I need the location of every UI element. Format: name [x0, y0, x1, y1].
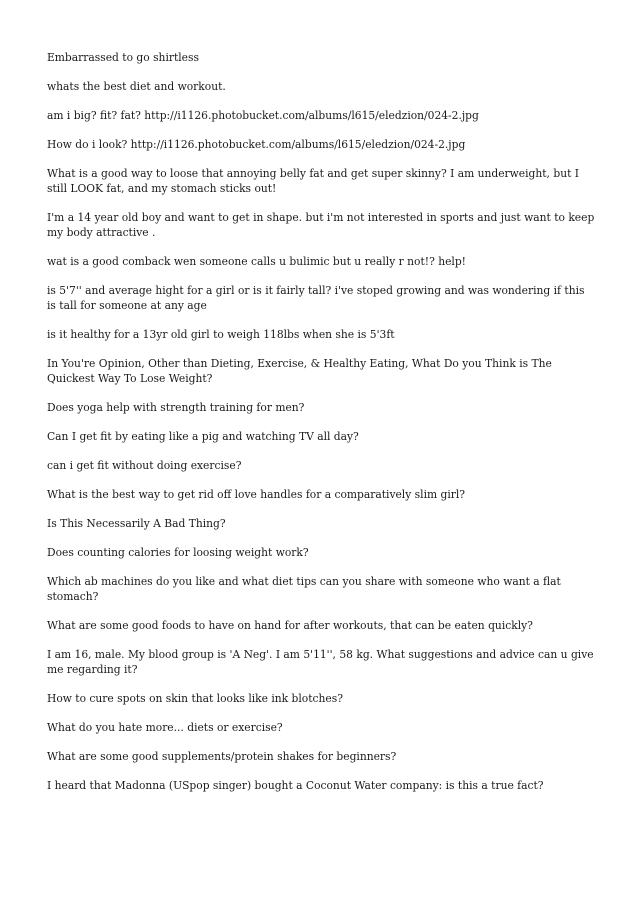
question-paragraph: Embarrassed to go shirtless — [47, 51, 199, 64]
question-paragraph: I heard that Madonna (USpop singer) bought a Coconut Water company: is this a true fact? — [47, 779, 544, 792]
question-paragraph: is it healthy for a 13yr old girl to weigh 118lbs when she is 5'3ft — [47, 328, 395, 341]
question-list — [47, 50, 595, 807]
question-paragraph: What are some good supplements/protein shakes for beginners? — [47, 750, 397, 763]
question-paragraph: Which ab machines do you like and what diet tips can you share with someone who want a flat stomach? — [47, 575, 561, 603]
question-paragraph: What is a good way to loose that annoying belly fat and get super skinny? I am underweight, but I still LOOK fat, and my stomach sticks out! — [47, 167, 579, 195]
question-paragraph: Does counting calories for loosing weight work? — [47, 546, 309, 559]
question-paragraph: What do you hate more... diets or exercise? — [47, 721, 283, 734]
question-paragraph: whats the best diet and workout. — [47, 80, 226, 93]
question-paragraph: Is This Necessarily A Bad Thing? — [47, 517, 226, 530]
question-paragraph: Does yoga help with strength training for men? — [47, 401, 305, 414]
question-paragraph: I'm a 14 year old boy and want to get in shape. but i'm not interested in sports and just want to keep my body attractive . — [47, 211, 595, 239]
question-paragraph: What are some good foods to have on hand for after workouts, that can be eaten quickly? — [47, 619, 533, 632]
question-paragraph: In You're Opinion, Other than Dieting, Exercise, & Healthy Eating, What Do you Think is The Quickest Way To Lose Weight? — [47, 357, 552, 385]
question-paragraph: can i get fit without doing exercise? — [47, 459, 242, 472]
question-paragraph: What is the best way to get rid off love handles for a comparatively slim girl? — [47, 488, 466, 501]
question-paragraph: How do i look? http://i1126.photobucket.com/albums/l615/eledzion/024-2.jpg — [47, 138, 466, 151]
question-paragraph: am i big? fit? fat? http://i1126.photobucket.com/albums/l615/eledzion/024-2.jpg — [47, 109, 479, 122]
question-paragraph: wat is a good comback wen someone calls u bulimic but u really r not!? help! — [47, 255, 466, 268]
question-paragraph: Can I get fit by eating like a pig and watching TV all day? — [47, 430, 359, 443]
question-paragraph: is 5'7'' and average hight for a girl or is it fairly tall? i've stoped growing and was wondering if this is tall for someone at any age — [47, 284, 585, 312]
question-paragraph: How to cure spots on skin that looks like ink blotches? — [47, 692, 343, 705]
question-paragraph: I am 16, male. My blood group is 'A Neg'. I am 5'11'', 58 kg. What suggestions and advice can u give me regarding it? — [47, 648, 594, 676]
